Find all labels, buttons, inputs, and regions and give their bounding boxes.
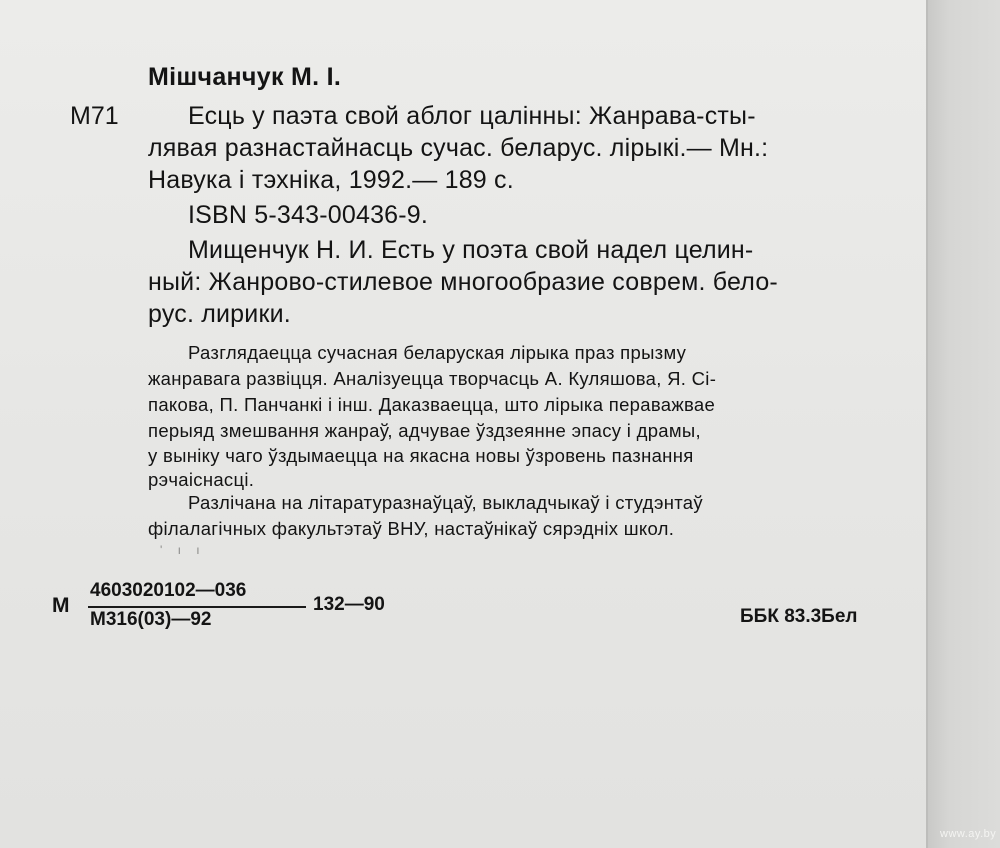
russian-title-line-1: Мищенчук Н. И. Есть у поэта свой надел целин- [188, 236, 754, 264]
faint-print-marks: ' ı ı [160, 543, 206, 557]
annotation-line-6: рэчаіснасці. [148, 469, 255, 490]
russian-title-line-2: ный: Жанрово-стилевое многообразие соврем. бело- [148, 268, 778, 296]
bbk-index: ББК 83.3Бел [740, 606, 858, 627]
annotation-line-4: перыяд змешвання жанраў, адчувае ўздзеянне эпасу і драмы, [148, 420, 701, 441]
author-heading: Мішчанчук М. І. [148, 63, 342, 91]
code-fraction-line [88, 606, 306, 608]
code-series: 132—90 [313, 594, 385, 615]
code-denominator: М316(03)—92 [90, 609, 212, 630]
annotation-line-1: Разглядаецца сучасная беларуская лірыка праз прызму [188, 342, 687, 363]
audience-line-1: Разлічана на літаратуразнаўцаў, выкладчыкаў і студэнтаў [188, 492, 703, 513]
code-letter: М [52, 594, 70, 617]
book-edge [928, 0, 1000, 848]
title-line-1: Есць у паэта свой аблог цалінны: Жанрава-сты- [188, 102, 756, 130]
title-line-3: Навука і тэхніка, 1992.— 189 с. [148, 166, 514, 194]
watermark: www.ay.by [940, 828, 997, 840]
isbn: ISBN 5-343-00436-9. [188, 201, 429, 229]
code-numerator: 4603020102—036 [90, 580, 247, 601]
annotation-line-3: пакова, П. Панчанкі і інш. Даказваецца, што лірыка пераважвае [148, 394, 716, 415]
audience-line-2: філалагічных факультэтаў ВНУ, настаўнікаў сярэдніх школ. [148, 518, 675, 539]
catalog-mark: М71 [70, 102, 119, 130]
annotation-line-2: жанравага развіцця. Аналізуецца творчасць А. Куляшова, Я. Сі- [148, 368, 717, 389]
annotation-line-5: у выніку чаго ўздымаецца на якасна новы ўзровень пазнання [148, 445, 694, 466]
russian-title-line-3: рус. лирики. [148, 300, 291, 328]
title-line-2: лявая разнастайнасць сучас. беларус. лірыкі.— Мн.: [148, 134, 769, 162]
